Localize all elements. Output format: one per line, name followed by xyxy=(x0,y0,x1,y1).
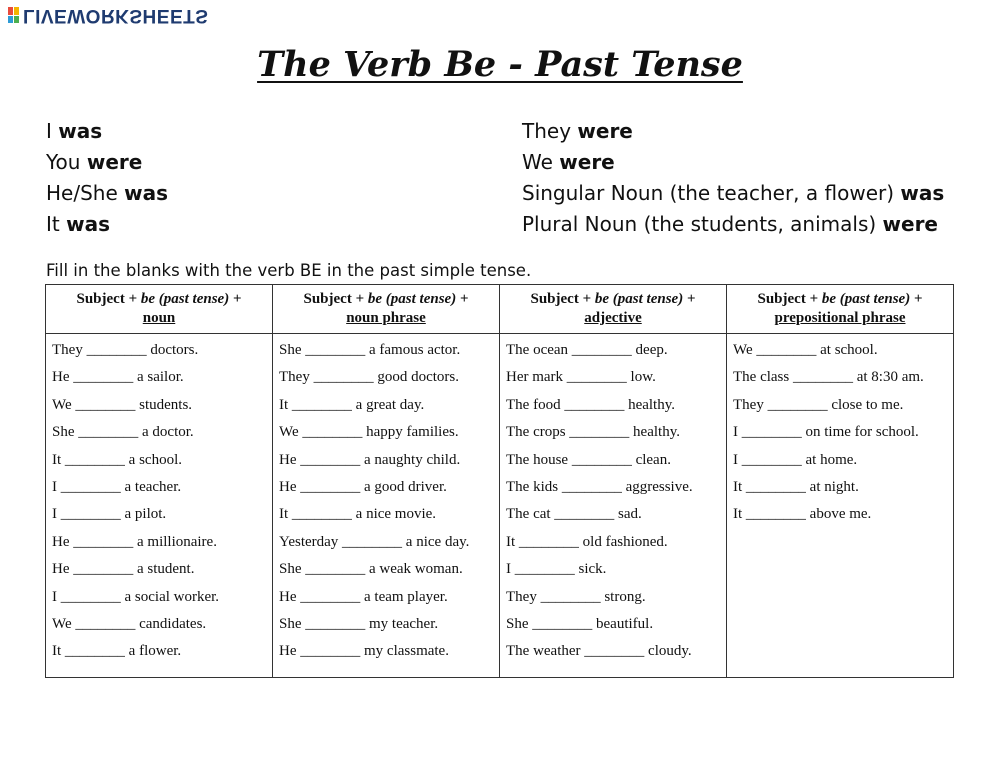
conjugation-line xyxy=(46,116,168,147)
exercise-sentence: I ________ a teacher. xyxy=(52,478,182,495)
exercise-sentence: He ________ a good driver. xyxy=(279,478,447,495)
exercise-sentence: We ________ at school. xyxy=(733,342,878,358)
exercise-sentence: He ________ my classmate. xyxy=(279,643,449,660)
conjugation-verb: was xyxy=(900,181,945,205)
exercise-sentence: She ________ a famous actor. xyxy=(279,342,461,358)
logo-text: LIVEWORKSHEETS xyxy=(23,5,209,26)
conjugation-line xyxy=(522,116,944,147)
column-header-adjective: Subject + be (past tense) + adjective xyxy=(500,285,727,334)
exercise-sentence: I ________ on time for school. xyxy=(733,424,919,441)
noun-phrase-exercises xyxy=(273,334,500,678)
exercise-sentence: They ________ good doctors. xyxy=(279,369,459,386)
logo-square-yellow xyxy=(14,7,19,15)
conjugation-line xyxy=(522,178,944,209)
exercise-sentence: I ________ a social worker. xyxy=(52,588,220,605)
exercise-sentence: I ________ at home. xyxy=(733,451,858,468)
column-header-noun-phrase: Subject + be (past tense) + noun phrase xyxy=(273,285,500,334)
exercise-sentence: It ________ a nice movie. xyxy=(279,506,437,523)
conjugation-verb: were xyxy=(577,119,633,143)
exercise-sentence: They ________ strong. xyxy=(506,588,646,605)
conjugation-subject: We xyxy=(522,150,553,174)
logo-square-green xyxy=(14,16,19,24)
logo-square-red xyxy=(8,7,13,15)
conjugation-verb: were xyxy=(882,212,938,236)
conjugation-line xyxy=(46,178,168,209)
conjugation-left xyxy=(46,116,168,240)
conjugation-subject: I xyxy=(46,119,52,143)
exercise-sentence: She ________ a weak woman. xyxy=(279,561,463,578)
logo-badge-icon xyxy=(8,7,19,23)
conjugation-line xyxy=(46,147,168,178)
conjugation-right xyxy=(522,116,944,240)
exercise-sentence: It ________ above me. xyxy=(733,506,872,523)
exercise-sentence: The crops ________ healthy. xyxy=(506,424,680,441)
conjugation-subject: Singular Noun (the teacher, a flower) xyxy=(522,181,895,205)
column-header-noun: Subject + be (past tense) + noun xyxy=(46,285,273,334)
exercise-sentence: We ________ candidates. xyxy=(52,615,207,632)
exercise-sentence: It ________ a flower. xyxy=(52,643,182,660)
adjective-exercises xyxy=(500,334,727,678)
exercise-sentence: He ________ a sailor. xyxy=(52,369,184,386)
conjugation-subject: He/She xyxy=(46,181,118,205)
exercise-sentence: They ________ doctors. xyxy=(52,342,199,358)
exercise-sentence: He ________ a team player. xyxy=(279,588,448,605)
conjugation-subject: It xyxy=(46,212,60,236)
exercise-sentence: I ________ a pilot. xyxy=(52,506,167,523)
exercise-sentence: The class ________ at 8:30 am. xyxy=(733,369,924,386)
conjugation-verb: was xyxy=(58,119,103,143)
exercise-sentence: She ________ my teacher. xyxy=(279,615,439,632)
liveworksheets-logo xyxy=(8,4,208,26)
noun-exercises xyxy=(46,334,273,678)
conjugation-subject: They xyxy=(522,119,572,143)
page-title xyxy=(0,44,1000,85)
column-header-prepositional-phrase: Subject + be (past tense) + prepositional phrase xyxy=(727,285,954,334)
exercise-sentence: He ________ a naughty child. xyxy=(279,451,461,468)
exercise-sentence: The cat ________ sad. xyxy=(506,506,642,523)
conjugation-verb: were xyxy=(86,150,143,174)
exercise-sentence: It ________ old fashioned. xyxy=(506,533,668,550)
exercise-sentence: We ________ students. xyxy=(52,396,193,413)
exercise-sentence: He ________ a student. xyxy=(52,561,195,578)
page-title-text: The Verb Be - Past Tense xyxy=(257,44,743,85)
prepositional-phrase-exercises xyxy=(727,334,954,678)
exercise-table xyxy=(45,284,954,678)
instruction-text: Fill in the blanks with the verb BE in the past simple tense. xyxy=(46,261,532,280)
conjugation-subject: You xyxy=(46,150,81,174)
exercise-sentence: It ________ a great day. xyxy=(279,396,425,413)
exercise-sentence: The weather ________ cloudy. xyxy=(506,643,692,660)
exercise-sentence: The food ________ healthy. xyxy=(506,396,675,413)
exercise-sentence: They ________ close to me. xyxy=(733,396,904,413)
conjugation-line xyxy=(522,209,944,240)
exercise-sentence: Yesterday ________ a nice day. xyxy=(279,533,470,550)
exercise-sentence: Her mark ________ low. xyxy=(506,369,656,386)
conjugation-verb: was xyxy=(124,181,169,205)
logo-square-blue xyxy=(8,16,13,24)
exercise-sentence: She ________ a doctor. xyxy=(52,424,194,441)
exercise-sentence: The kids ________ aggressive. xyxy=(506,478,693,495)
exercise-sentence: He ________ a millionaire. xyxy=(52,533,217,550)
exercise-sentence: The ocean ________ deep. xyxy=(506,342,668,358)
conjugation-line xyxy=(522,147,944,178)
exercise-sentence: She ________ beautiful. xyxy=(506,615,654,632)
conjugation-verb: were xyxy=(559,150,615,174)
conjugation-line xyxy=(46,209,168,240)
exercise-sentence: It ________ at night. xyxy=(733,478,859,495)
exercise-sentence: The house ________ clean. xyxy=(506,451,671,468)
conjugation-verb: was xyxy=(66,212,110,236)
exercise-sentence: We ________ happy families. xyxy=(279,424,459,441)
conjugation-subject: Plural Noun (the students, animals) xyxy=(522,212,877,236)
exercise-sentence: It ________ a school. xyxy=(52,451,182,468)
exercise-sentence: I ________ sick. xyxy=(506,561,607,578)
